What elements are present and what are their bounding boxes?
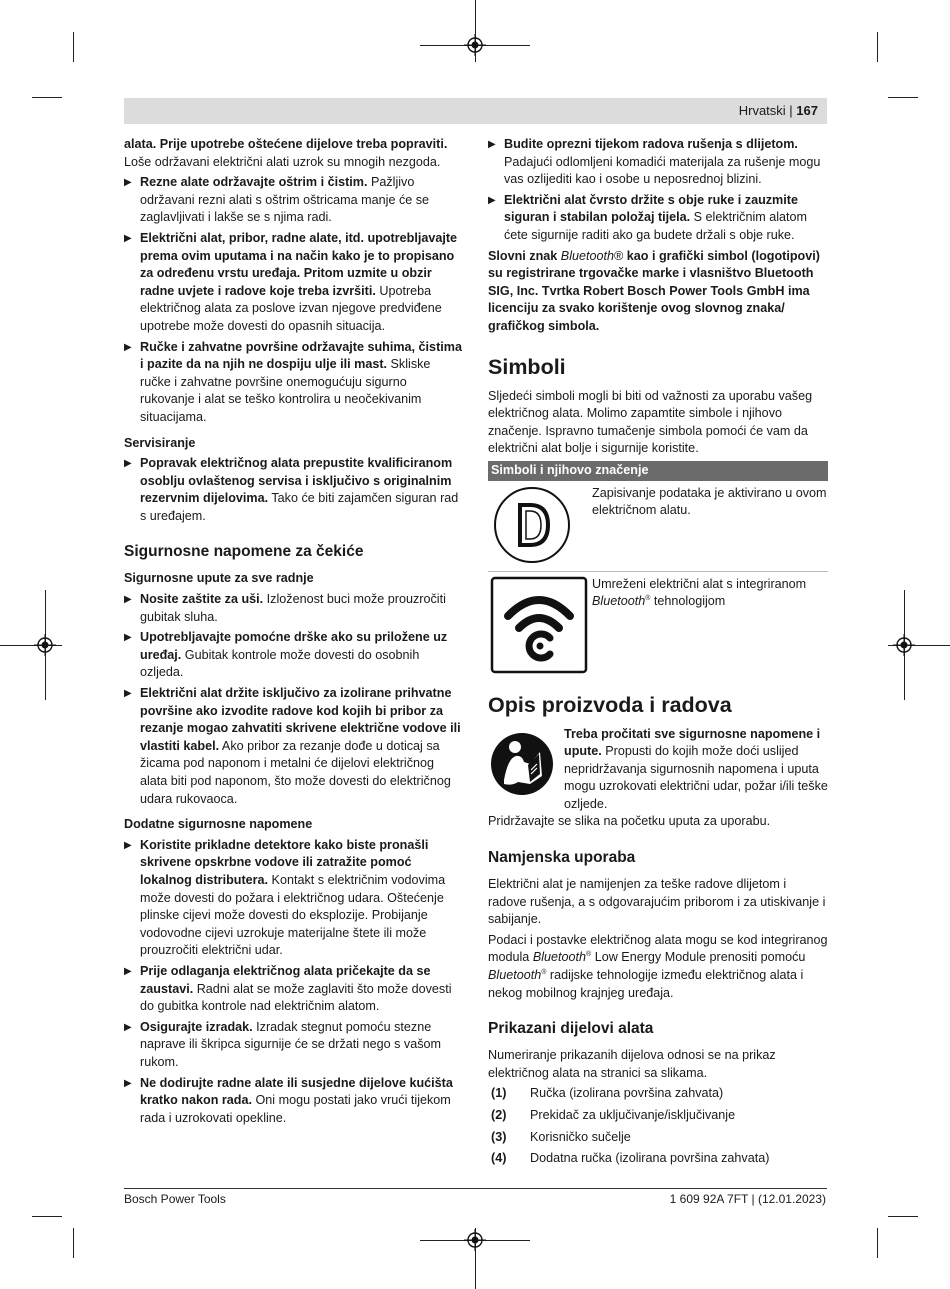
symbols-heading: Simboli (488, 354, 566, 379)
crop-mark (877, 1228, 878, 1258)
symbol-description: Zapisivanje podataka je aktivirano u ovom električnom alatu. (592, 485, 827, 518)
list-item: ▶ Popravak električnog alata prepustite kvalificiranom osoblju ovlaštenog servisa i isključivo s originalnim rezervnim dijelovima. Tako će biti zajamčen siguran rad s uređajem. (124, 456, 459, 523)
parts-list-item: (3) Korisničko sučelje (491, 1129, 631, 1144)
pictures-note: Pridržavajte se slika na početku uputa za uporabu. (488, 814, 771, 829)
crop-mark (73, 32, 74, 62)
crop-mark (877, 32, 878, 62)
symbol-row (488, 572, 828, 676)
section-subheading: Servisiranje (124, 435, 196, 450)
intro-rest: Loše održavani električni alati uzrok su mnogih nezgoda. (124, 154, 441, 169)
right-column (488, 136, 828, 1172)
product-heading: Opis proizvoda i radova (488, 692, 732, 717)
registration-mark-icon (464, 1229, 486, 1251)
parts-list-item: (4) Dodatna ručka (izolirana površina zahvata) (491, 1151, 770, 1166)
left-column (124, 136, 464, 1130)
symbol-description: Umreženi električni alat s integriranom Bluetooth® tehnologijom (592, 576, 807, 609)
crop-mark (888, 97, 918, 98)
list-item: ▶ Osigurajte izradak. Izradak stegnut pomoću stezne naprave ili škripca sigurnije će se držati nego s vašom rukom. (124, 1019, 441, 1069)
crop-mark (73, 1228, 74, 1258)
list-item: ▶ Električni alat, pribor, radne alate, itd. upotrebljavajte prema ovim uputama i na način kako je to propisano za određenu vrstu uređaja. Pritom uzmite u obzir radne uvjete i radove koje treba izvršiti. Upotreba električnog alata za poslove izvan njegove predviđene upotrebe može dovesti do opasnih situacija. (124, 230, 458, 333)
list-item: ▶ Ne dodirujte radne alate ili susjedne dijelove kućišta kratko nakon rada. Oni mogu postati jako vrući tijekom rada i uzrokovati opekline. (124, 1075, 453, 1125)
section-heading: Prikazani dijelovi alata (488, 1020, 654, 1038)
header-language: Hrvatski (738, 103, 786, 118)
footer-divider (124, 1188, 827, 1189)
registration-mark-icon (893, 634, 915, 656)
crop-mark (888, 1216, 918, 1217)
list-item: ▶ Nosite zaštite za uši. Izloženost buci može prouzročiti gubitak sluha. (124, 592, 446, 624)
intended-use-paragraph: Električni alat je namijenjen za teške radove dlijetom i radove rušenja, a s odgovarajućim priborom i za utiskivanje i sabijanje. (488, 877, 826, 927)
bullet-arrow-icon: ▶ (124, 341, 132, 353)
section-heading: Namjenska uporaba (488, 849, 636, 867)
list-item: ▶ Koristite prikladne detektore kako biste pronašli skrivene opskrbne vodove ili zatražite pomoć lokalnog distributera. Kontakt s električnim vodovima može dovesti do požara i električnog udara. Oštećenje plinske cijevi može dovesti do eksplozije. Probijanje vodovodne cijevi uzrokuje materijalne štete ili može prouzročiti električni udar. (124, 837, 446, 958)
list-item: ▶ Električni alat čvrsto držite s obje ruke i zauzmite siguran i stabilan položaj tijela. S električnim alatom ćete sigurnije raditi ako ga budete držali s obje ruke. (488, 192, 808, 242)
bullet-arrow-icon: ▶ (488, 194, 496, 206)
registration-mark-icon (34, 634, 56, 656)
bullet-arrow-icon: ▶ (124, 1021, 132, 1033)
bullet-arrow-icon: ▶ (124, 177, 132, 189)
bullet-arrow-icon: ▶ (124, 594, 132, 606)
bullet-arrow-icon: ▶ (124, 839, 132, 851)
bullet-arrow-icon: ▶ (124, 1077, 132, 1089)
intro-bold: alata. Prije upotrebe oštećene dijelove treba popraviti. (124, 137, 448, 151)
data-recording-icon (490, 485, 574, 565)
list-item: ▶ Budite oprezni tijekom radova rušenja s dlijetom. Padajući odlomljeni komadići materijala za rušenje mogu vas ozlijediti kao i osobe u neposrednoj blizini. (488, 137, 821, 187)
page-header (124, 98, 827, 124)
section-subheading: Sigurnosne upute za sve radnje (124, 571, 314, 586)
parts-list-item: (1) Ručka (izolirana površina zahvata) (491, 1086, 724, 1101)
warning-block (488, 726, 828, 814)
bullet-arrow-icon: ▶ (124, 632, 132, 644)
list-item: ▶ Električni alat držite isključivo za izolirane prihvatne površine ako izvodite radove kod kojih bi pribor za rezanje mogao zahvatiti skrivene električne vodove ili vlastiti kabel. Ako pribor za rezanje dođe u doticaj sa žicama pod naponom i metalni će dijelovi električnog alata biti pod naponom, što može dovesti do električnog udara rukovaoca. (124, 686, 461, 806)
bullet-arrow-icon: ▶ (124, 232, 132, 244)
parts-list-item: (2) Prekidač za uključivanje/isključivanje (491, 1108, 736, 1122)
list-item: ▶ Ručke i zahvatne površine održavajte suhima, čistima i pazite da na njih ne dospiju ulje ili mast. Skliske ručke i zahvatne površine onemogućuju sigurno rukovanje i alat se teško kontrolira u neočekivanim situacijama. (124, 339, 462, 424)
crop-mark (32, 1216, 62, 1217)
bluetooth-module-paragraph: Podaci i postavke električnog alata mogu se kod integriranog modula Bluetooth® Low Energy Module prenositi pomoću Bluetooth® radijske tehnologije između električnog alata i nekog mobilnog krajnjeg uređaja. (488, 932, 828, 1000)
symbols-table-header: Simboli i njihovo značenje (488, 461, 828, 481)
list-item: ▶ Upotrebljavajte pomoćne drške ako su priložene uz uređaj. Gubitak kontrole može dovesti do osobnih ozljeda. (124, 630, 448, 680)
read-manual-icon (490, 732, 554, 796)
bullet-arrow-icon: ▶ (488, 139, 496, 150)
symbol-row (488, 481, 828, 572)
crop-mark (32, 97, 62, 98)
footer-doc-number: 1 609 92A 7FT | (12.01.2023) (669, 1192, 826, 1206)
footer-brand: Bosch Power Tools (124, 1192, 226, 1206)
page-number: 167 (796, 103, 818, 118)
warning-text: Treba pročitati sve sigurnosne napomene i upute. Propusti do kojih može doći uslijed nepridržavanja sigurnosnih napomena i uputa mogu uzrokovati električni udar, požar i/ili teške ozljede. (564, 726, 828, 811)
bullet-arrow-icon: ▶ (124, 458, 132, 470)
bullet-arrow-icon: ▶ (124, 688, 132, 700)
list-item: ▶ Rezne alate održavajte oštrim i čistim. Pažljivo održavani rezni alati s oštrim oštricama manje će se zaglavljivati i lakše se s njima radi. (124, 175, 430, 225)
section-subheading: Dodatne sigurnosne napomene (124, 817, 313, 832)
intro-paragraph (124, 136, 464, 171)
bluetooth-trademark-paragraph: Slovni znak Bluetooth® kao i grafički simbol (logotipovi) su registrirane trgovačke marke i vlasništvo Bluetooth SIG, Inc. Tvrtka Robert Bosch Power Tools GmbH ima licenciju za svako korištenje ovog slovnog znaka/ grafičkog simbola. (488, 248, 820, 333)
bluetooth-connectivity-icon (490, 576, 588, 674)
symbols-intro: Sljedeći simboli mogli bi biti od važnosti za uporabu vašeg električnog alata. Molimo zapamtite simbole i njihovo značenje. Ispravno tumačenje simbola pomoći će vam da električni alat bolje i sigurnije koristite. (488, 388, 813, 456)
header-text: Hrvatski | 167 (738, 103, 818, 118)
bullet-arrow-icon: ▶ (124, 965, 132, 977)
section-heading: Sigurnosne napomene za čekiće (124, 543, 364, 561)
registration-mark-icon (464, 34, 486, 56)
parts-intro: Numeriranje prikazanih dijelova odnosi se na prikaz električnog alata na stranici sa slikama. (488, 1048, 776, 1080)
list-item: ▶ Prije odlaganja električnog alata pričekajte da se zaustavi. Radni alat se može zaglaviti što može dovesti do gubitka kontrole nad električnim alatom. (124, 963, 452, 1014)
